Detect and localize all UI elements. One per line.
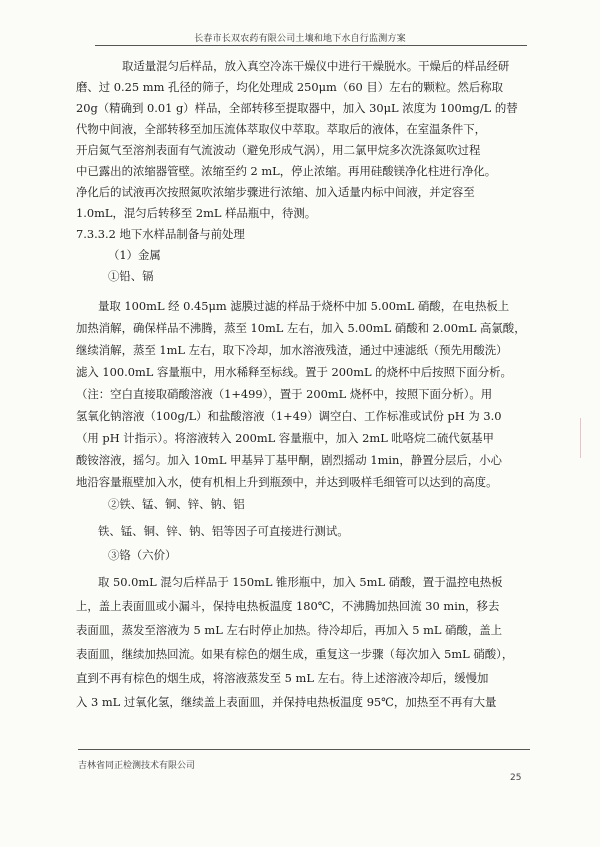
text-line: 20g（精确到 0.01 g）样品，全部转移至提取器中，加入 30μL 浓度为 100mg/L 的替 — [76, 101, 518, 115]
header-divider — [95, 45, 527, 46]
footer-company-name: 吉林省同正检测技术有限公司 — [78, 761, 196, 771]
item-heading: ②铁、锰、铜、锌、钠、铝 — [108, 497, 245, 511]
item-heading: ③铬（六价） — [108, 548, 177, 562]
text-line: 量取 100mL 经 0.45μm 滤膜过滤的样品于烧杯中加 5.00mL 硝酸，在电热板上 — [98, 299, 510, 313]
text-line: 酸铵溶液，摇匀。加入 10mL 甲基异丁基甲酮，剧烈摇动 1min，静置分层后，小心 — [76, 453, 502, 467]
subsection-heading: （1）金属 — [108, 248, 161, 262]
text-line: 加热消解，确保样品不沸腾，蒸至 10mL 左右，加入 5.00mL 硝酸和 2.00mL 高氯酸， — [76, 321, 526, 335]
text-line: 表面皿，蒸发至溶液为 5 mL 左右时停止加热。待冷却后，再加入 5 mL 硝酸，盖上 — [76, 623, 503, 637]
text-line: 铁、锰、铜、锌、钠、铝等因子可直接进行测试。 — [98, 524, 349, 538]
text-line: 取适量混匀后样品，放入真空冷冻干燥仪中进行干燥脱水。干燥后的样品经研 — [122, 59, 510, 73]
text-line: 地沿容量瓶壁加入水，使有机相上升到瓶颈中，并达到吸样毛细管可以达到的高度。 — [76, 475, 498, 489]
text-line: 滤入 100.0mL 容量瓶中，用水稀释至标线。置于 200mL 的烧杯中后按照下面分析。 — [76, 365, 512, 379]
text-line: （用 pH 计指示）。将溶液转入 200mL 容量瓶中，加入 2mL 吡咯烷二硫代氨基甲 — [76, 431, 494, 445]
text-line: 中已露出的浓缩器管壁。浓缩至约 2 mL，停止浓缩。再用硅酸镁净化柱进行净化。 — [76, 164, 497, 178]
text-line: （注：空白直接取硝酸溶液（1+499），置于 200mL 烧杯中，按照下面分析）。用 — [76, 387, 493, 401]
text-line: 代物中间液，全部转移至加压流体萃取仪中萃取。萃取后的液体，在室温条件下， — [76, 122, 487, 136]
page-number: 25 — [510, 773, 522, 783]
text-line: 磨、过 0.25 mm 孔径的筛子，均化处理成 250μm（60 目）左右的颗粒。然后称取 — [76, 80, 504, 94]
footer-divider — [78, 749, 530, 750]
text-line: 继续消解，蒸至 1mL 左右，取下冷却，加水溶液残渣，通过中速滤纸（预先用酸洗） — [76, 343, 508, 357]
text-line: 取 50.0mL 混匀后样品于 150mL 锥形瓶中，加入 5mL 硝酸，置于温控电热板 — [98, 575, 503, 589]
item-heading: ①铅、镉 — [108, 269, 154, 283]
text-line: 直到不再有棕色的烟生成，将溶液蒸发至 5 mL 左右。待上述溶液冷却后，缓慢加 — [76, 671, 489, 685]
text-line: 表面皿，继续加热回流。如果有棕色的烟生成，重复这一步骤（每次加入 5mL 硝酸）， — [76, 647, 514, 661]
text-line: 开启氮气至溶剂表面有气流波动（避免形成气涡），用二氯甲烷多次洗涤氮吹过程 — [76, 143, 481, 157]
text-line: 入 3 mL 过氧化氢，继续盖上表面皿，并保持电热板温度 95℃，加热至不再有大量 — [76, 695, 497, 709]
scan-artifact — [580, 418, 581, 458]
text-line: 上，盖上表面皿或小漏斗，保持电热板温度 180℃，不沸腾加热回流 30 min，移去 — [76, 599, 500, 613]
text-line: 1.0mL，混匀后转移至 2mL 样品瓶中，待测。 — [76, 206, 317, 220]
section-heading: 7.3.3.2 地下水样品制备与前处理 — [76, 227, 245, 241]
text-line: 氢氧化钠溶液（100g/L）和盐酸溶液（1+49）调空白、工作标准或试份 pH 为 3.0 — [76, 409, 502, 423]
text-line: 净化后的试液再次按照氮吹浓缩步骤进行浓缩、加入适量内标中间液，并定容至 — [76, 185, 475, 199]
page-header-title: 长春市长双农药有限公司土壤和地下水自行监测方案 — [194, 34, 406, 44]
